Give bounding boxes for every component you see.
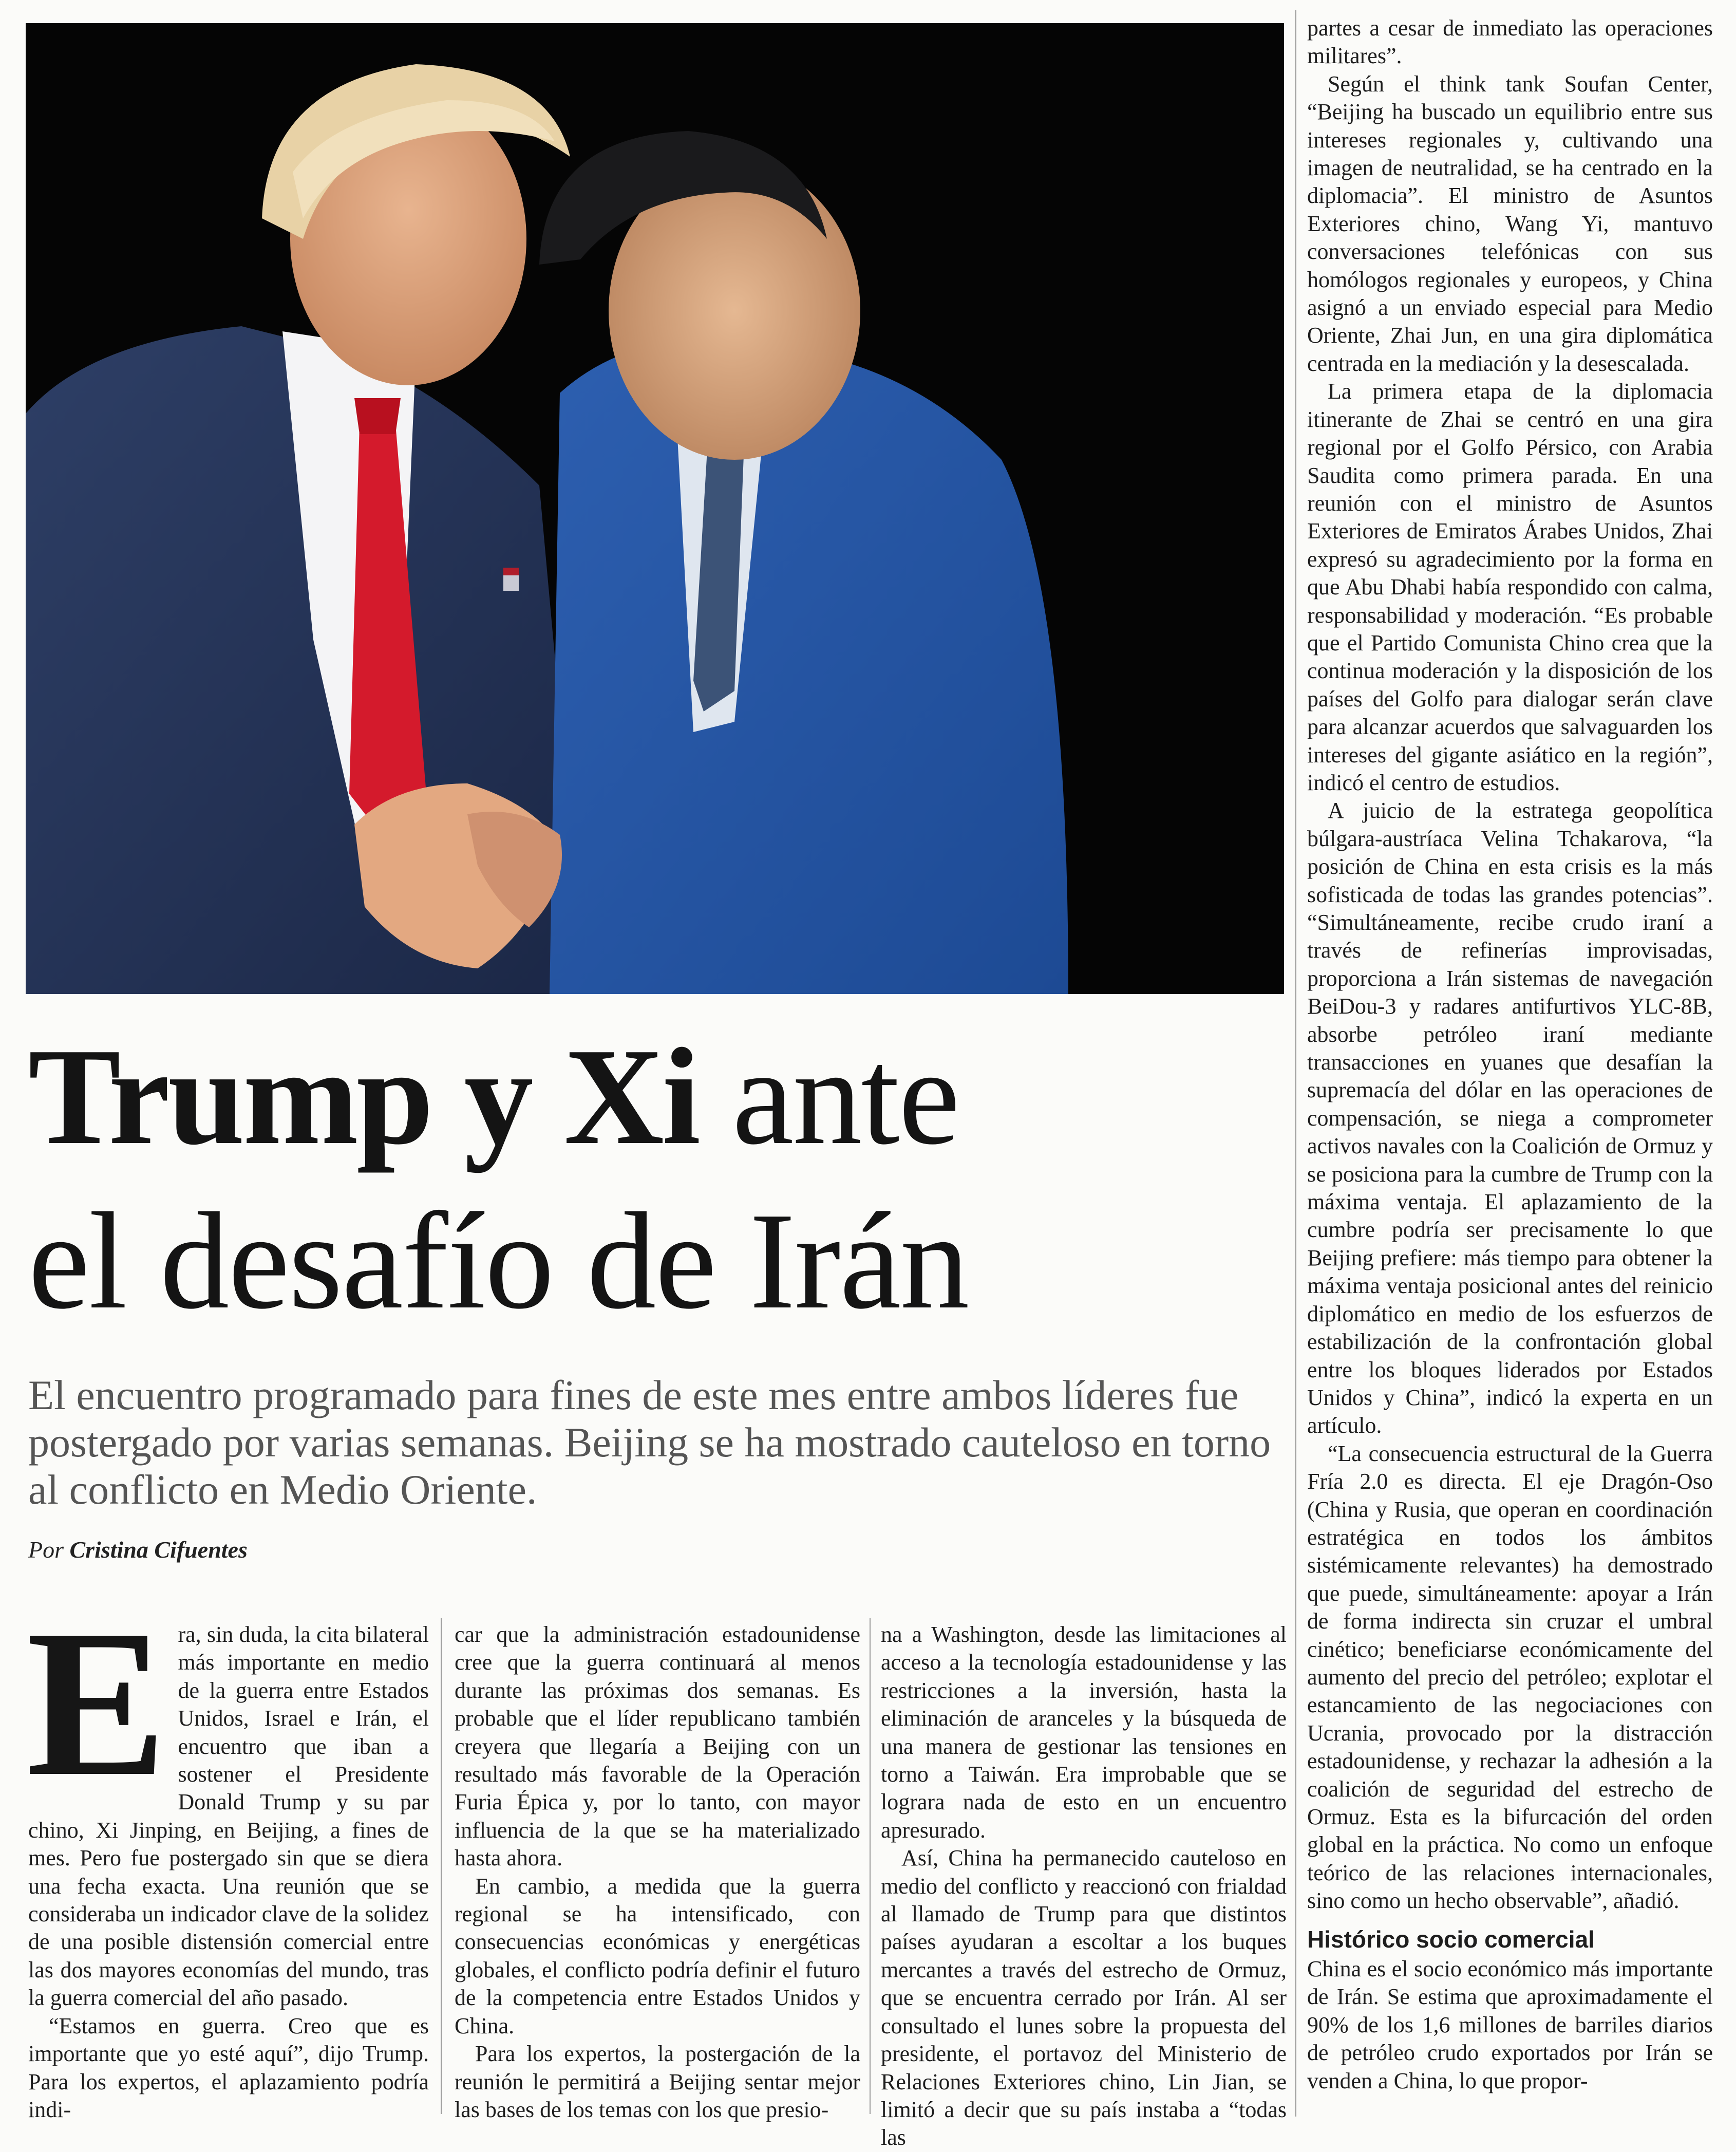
- headline-bold: Trump y Xi: [28, 1020, 699, 1173]
- col4-paragraph-4: A juicio de la estratega geopolítica búlgara-austríaca Velina Tchakarova, “la posición de China en esta crisis es la más sofisticada de todas las grandes potencias”. “Simultáneamente, recibe crudo iraní a través de refinerías improvisadas, proporciona a Irán sistemas de navegación BeiDou-3 y radares antifurtivos YLC-8B, absorbe petróleo iraní mediante transacciones en yuanes que desafían la supremacía del dólar en las operaciones de compensación, se niega a comprometer activos navales con la Coalición de Ormuz y se posiciona para la cumbre de Trump con la máxima ventaja. El aplazamiento de la cumbre podría ser precisamente lo que Beijing prefiere: más tiempo para obtener la máxima ventaja posicional antes del reinicio diplomático en medio de los esfuerzos de estabilización de la confrontación global entre los bloques liderados por Estados Unidos y China”, indicó la experta en un artículo.: [1307, 798, 1713, 1438]
- body-column-3: [881, 1621, 1287, 2150]
- col4-paragraph-5: “La consecuencia estructural de la Guerra Fría 2.0 es directa. El eje Dragón-Oso (China y Rusia, que operan en coordinación estratégica en todos los ámbitos sistémicamente relevantes) ha demostrado que puede, simultáneamente: apoyar a Irán de forma indirecta sin cruzar el umbral cinético; beneficiarse económicamente del aumento del precio del petróleo; explotar el estancamiento de las negociaciones con Ucrania, provocado por la distracción estadounidense, y rechazar la adhesión a la coalición de seguridad del estrecho de Ormuz. Esta es la bifurcación del orden global en la práctica. No como un enfoque teórico de las relaciones internacionales, sino como un hecho observable”, añadió.: [1307, 1440, 1713, 1914]
- lead-photo: [26, 23, 1284, 994]
- dropcap: E: [26, 1586, 167, 1820]
- byline-author: Cristina Cifuentes: [69, 1537, 248, 1563]
- col4-paragraph-1: partes a cesar de inmediato las operaciones militares”.: [1307, 15, 1713, 69]
- headline-light-1: ante: [699, 1020, 959, 1173]
- col4-paragraph-3: La primera etapa de la diplomacia itinerante de Zhai se centró en una gira regional por el Golfo Pérsico, con Arabia Saudita como primera parada. En una reunión con el ministro de Asuntos Exteriores de Emiratos Árabes Unidos, Zhai expresó su agradecimiento por la forma en que Abu Dhabi había respondido con calma, responsabilidad y moderación. “Es probable que el Partido Comunista Chino crea que la continua moderación y la disposición de los países del Golfo para dialogar serán clave para alcanzar acuerdos que salvaguarden los intereses del gigante asiático en la región”, indicó el centro de estudios.: [1307, 379, 1713, 795]
- col4-paragraph-2: Según el think tank Soufan Center, “Beijing ha buscado un equilibrio entre sus intereses regionales y, cultivando una imagen de neutralidad, se ha centrado en la diplomacia”. El ministro de Asuntos Exteriores chino, Wang Yi, mantuvo conversaciones telefónicas con sus homólogos regionales y europeos, y China asignó a un enviado especial para Medio Oriente, Zhai Jun, en una gira diplomática centrada en la mediación y la desescalada.: [1307, 71, 1713, 376]
- col2-paragraph-3: Para los expertos, la postergación de la reunión le permitirá a Beijing sentar mejor las bases de los temas con los que presio-: [455, 2041, 860, 2122]
- col1-paragraph-1: ra, sin duda, la cita bilateral más importante en medio de la guerra entre Estados Unidos, Israel e Irán, el encuentro que iban a sostener el Presidente Donald Trump y su par chino, Xi Jinping, en Beijing, a fines de mes. Pero fue postergado sin que se diera una fecha exacta. Una reunión que se consideraba un indicador clave de la solidez de una posible distensión comercial entre las dos mayores economías del mundo, tras la guerra comercial del año pasado.: [28, 1622, 429, 2011]
- column-rule-1: [441, 1618, 442, 2114]
- col2-paragraph-1: car que la administración estadounidense cree que la guerra continuará al menos durante las próximas dos semanas. Es probable que el líder republicano también creyera que llegaría a Beijing con un resultado más favorable de la Operación Furia Épica y, por lo tanto, con mayor influencia de la que se ha materializado hasta ahora.: [455, 1622, 860, 1871]
- col1-paragraph-2: “Estamos en guerra. Creo que es importante que yo esté aquí”, dijo Trump. Para los expertos, el aplazamiento podría indi-: [28, 2013, 429, 2122]
- body-column-2: [455, 1621, 860, 2122]
- deck: El encuentro programado para fines de este mes entre ambos líderes fue postergado por varias semanas. Beijing se ha mostrado cauteloso en torno al conflicto en Medio Oriente.: [28, 1372, 1271, 1513]
- col3-paragraph-1: na a Washington, desde las limitaciones al acceso a la tecnología estadounidense y las restricciones a la inversión, hasta la eliminación de aranceles y la búsqueda de una manera de gestionar las tensiones en torno a Taiwán. Era improbable que se lograra nada de esto en un encuentro apresurado.: [881, 1622, 1287, 1843]
- body-column-4: [1307, 14, 1713, 2116]
- byline-prefix: Por: [28, 1537, 64, 1563]
- col2-paragraph-2: En cambio, a medida que la guerra regional se ha intensificado, con consecuencias económicas y energéticas globales, el conflicto podría definir el futuro de la competencia entre Estados Unidos y China.: [455, 1873, 860, 2038]
- column-rule-2: [870, 1618, 871, 2114]
- subhead: Histórico socio comercial: [1307, 1925, 1595, 1953]
- body-column-1: [26, 1586, 429, 2122]
- lead-photo-illustration: [26, 23, 1284, 994]
- column-rule-3: [1295, 10, 1296, 2117]
- col4-paragraph-6: China es el socio económico más importante de Irán. Se estima que aproximadamente el 90% de los 1,6 millones de barriles diarios de petróleo crudo exportados por Irán se venden a China, lo que propor-: [1307, 1956, 1713, 2093]
- col3-paragraph-2: Así, China ha permanecido cauteloso en medio del conflicto y reaccionó con frialdad al llamado de Trump para que distintos países ayudaran a escoltar a los buques mercantes a través del estrecho de Ormuz, que se encuentra cerrado por Irán. Al ser consultado el lunes sobre la propuesta del presidente, el portavoz del Ministerio de Relaciones Exteriores chino, Lin Jian, se limitó a decir que su país instaba a “todas las: [881, 1845, 1287, 2150]
- byline: [28, 1536, 248, 1563]
- headline-light-2: el desafío de Irán: [28, 1184, 969, 1338]
- headline: [28, 1015, 1287, 1343]
